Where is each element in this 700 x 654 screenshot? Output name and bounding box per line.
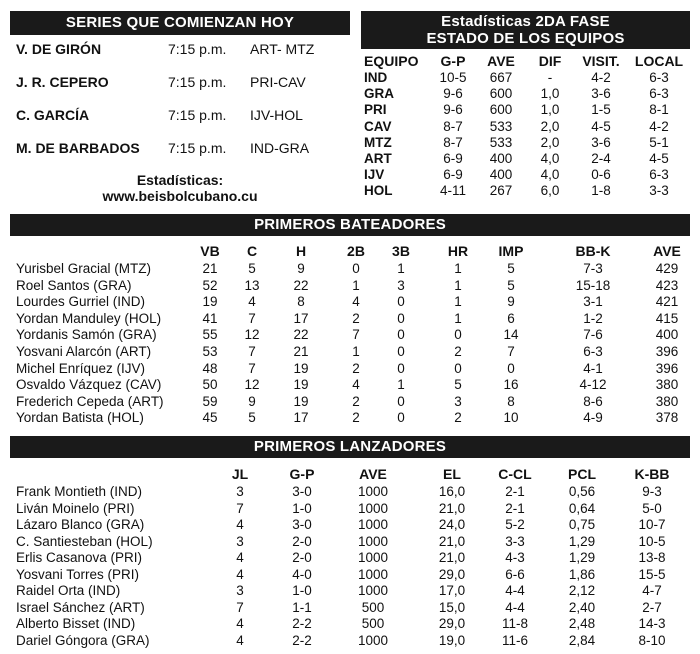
standings-cell: 6-3 (649, 86, 669, 102)
standings-cell: 3-6 (591, 134, 611, 150)
series-venue: V. DE GIRÓN (16, 41, 102, 57)
pitcher-stat: 3-3 (505, 533, 525, 549)
batter-stat: 7 (352, 327, 360, 343)
pitcher-stat: 500 (361, 599, 385, 615)
batter-stat: 8 (507, 393, 515, 409)
pitcher-stat: 5-2 (505, 517, 525, 532)
pitcher-name: Yosvani Torres (PRI) (16, 566, 140, 582)
standings-cell: 267 (489, 183, 513, 199)
pitcher-stat: 6-6 (505, 566, 525, 582)
standings-cell: 1,0 (540, 86, 560, 102)
pitcher-stat: 0,56 (568, 484, 596, 499)
standings-col-header: G-P (440, 53, 466, 69)
standings-col-header: DIF (538, 53, 562, 69)
pitcher-stat: 1-0 (292, 500, 312, 516)
standings-cell: 8-1 (649, 102, 669, 118)
pitchers-col-header: PCL (568, 466, 596, 482)
batter-stat: 1 (352, 277, 360, 293)
pitchers-col-header: EL (443, 466, 461, 482)
pitcher-stat: 3-0 (292, 484, 312, 499)
batter-stat: 1-2 (583, 310, 603, 326)
series-teams: ART- MTZ (250, 41, 315, 57)
pitcher-stat: 11-6 (501, 632, 529, 648)
pitcher-stat: 15-5 (638, 566, 666, 582)
standings-cell: 3-3 (649, 183, 669, 199)
pitcher-stat: 29,0 (438, 616, 466, 631)
batter-stat: 21 (293, 344, 309, 359)
pitcher-stat: 29,0 (438, 566, 466, 582)
batters-col-header: BB-K (575, 243, 611, 259)
pitcher-stat: 1000 (357, 632, 389, 648)
standings-team: GRA (364, 86, 394, 102)
pitcher-stat: 3 (236, 484, 244, 499)
pitcher-stat: 1000 (357, 517, 389, 532)
batter-name: Roel Santos (GRA) (16, 277, 132, 293)
standings-cell: 2,0 (540, 134, 560, 150)
batter-stat: 396 (655, 360, 679, 376)
pitcher-stat: 9-3 (642, 484, 662, 499)
batter-stat: 7 (248, 360, 256, 376)
pitchers-col-header: JL (231, 466, 249, 482)
batter-stat: 19 (293, 377, 309, 393)
batters-col-header: AVE (653, 243, 681, 259)
pitcher-stat: 8-10 (638, 632, 666, 648)
series-teams: IJV-HOL (250, 107, 303, 123)
pitcher-stat: 4 (236, 550, 244, 565)
standings-team: CAV (364, 118, 392, 134)
batter-stat: 380 (655, 393, 679, 409)
series-teams: IND-GRA (250, 140, 310, 156)
standings-cell: 5-1 (649, 134, 669, 150)
standings-cell: 3-6 (591, 86, 611, 102)
batter-stat: 4-9 (583, 410, 603, 426)
pitcher-stat: 17,0 (438, 583, 466, 598)
pitcher-stat: 5-0 (642, 500, 662, 516)
batter-stat: 5 (248, 410, 256, 426)
batter-name: Yordan Batista (HOL) (16, 410, 144, 426)
batter-stat: 19 (202, 294, 218, 310)
pitcher-stat: 1-0 (292, 583, 312, 598)
standings-cell: 6-9 (443, 151, 463, 166)
pitcher-stat: 11-8 (501, 616, 529, 631)
batter-stat: 5 (507, 277, 515, 293)
standings-cell: 4-2 (649, 118, 669, 134)
batter-stat: 378 (655, 410, 679, 426)
batter-stat: 13 (244, 277, 260, 293)
pitcher-stat: 10-7 (638, 517, 666, 532)
pitcher-stat: 19,0 (438, 632, 466, 648)
pitcher-stat: 21,0 (438, 500, 466, 516)
batter-stat: 4-12 (579, 377, 607, 393)
batter-stat: 17 (293, 410, 309, 426)
batter-name: Yosvani Alarcón (ART) (16, 344, 152, 359)
series-time: 7:15 p.m. (168, 74, 227, 90)
standings-col-header: AVE (487, 53, 515, 69)
pitcher-name: Erlis Casanova (PRI) (16, 550, 143, 565)
batter-stat: 6 (507, 310, 515, 326)
batter-name: Yordan Manduley (HOL) (16, 310, 162, 326)
batter-stat: 4 (248, 294, 256, 310)
batter-stat: 1 (397, 377, 405, 393)
pitcher-stat: 1,29 (568, 550, 596, 565)
standings-cell: 9-6 (443, 86, 463, 102)
batter-stat: 421 (655, 294, 679, 310)
standings-team: IJV (364, 167, 385, 183)
batter-stat: 396 (655, 344, 679, 359)
batters-col-header: VB (200, 243, 220, 259)
pitcher-name: Israel Sánchez (ART) (16, 599, 145, 615)
standings-cell: 1-8 (591, 183, 611, 199)
pitcher-stat: 4 (236, 632, 244, 648)
series-venue: M. DE BARBADOS (16, 140, 140, 156)
pitcher-name: C. Santiesteban (HOL) (16, 533, 153, 549)
standings-title-line1: Estadísticas 2DA FASE (441, 13, 610, 30)
pitcher-stat: 21,0 (438, 533, 466, 549)
batter-stat: 9 (248, 393, 256, 409)
pitcher-name: Lázaro Blanco (GRA) (16, 517, 145, 532)
standings-cell: 2-4 (591, 151, 611, 166)
batter-stat: 1 (454, 277, 462, 293)
pitchers-col-header: G-P (289, 466, 315, 482)
standings-cell: 600 (489, 102, 513, 118)
pitcher-stat: 2-2 (292, 616, 312, 631)
standings-cell: 9-6 (443, 102, 463, 118)
pitcher-stat: 0,64 (568, 500, 596, 516)
standings-cell: 8-7 (443, 134, 463, 150)
batter-stat: 3 (454, 393, 462, 409)
batter-stat: 53 (202, 344, 218, 359)
standings-cell: 4-2 (591, 70, 611, 85)
pitcher-stat: 7 (236, 599, 244, 615)
batter-stat: 6-3 (583, 344, 603, 359)
standings-col-header: VISIT. (582, 53, 620, 69)
batter-stat: 8 (297, 294, 305, 310)
pitcher-stat: 24,0 (438, 517, 466, 532)
batter-stat: 1 (352, 344, 360, 359)
batter-stat: 0 (397, 393, 405, 409)
pitcher-stat: 4-4 (505, 583, 525, 598)
pitcher-name: Liván Moinelo (PRI) (16, 500, 135, 516)
pitcher-stat: 2,48 (568, 616, 596, 631)
batter-stat: 22 (293, 277, 309, 293)
standings-cell: 4,0 (540, 151, 560, 166)
standings-cell: 1,0 (540, 102, 560, 118)
standings-cell: 1-5 (591, 102, 611, 118)
batter-stat: 4 (352, 377, 360, 393)
batter-stat: 14 (503, 327, 519, 343)
batter-stat: 4 (352, 294, 360, 310)
pitcher-stat: 3 (236, 533, 244, 549)
standings-cell: 2,0 (540, 118, 560, 134)
batter-stat: 0 (352, 261, 360, 276)
batter-stat: 400 (655, 327, 679, 343)
batter-stat: 16 (503, 377, 519, 393)
batter-stat: 45 (202, 410, 218, 426)
batter-stat: 0 (507, 360, 515, 376)
batter-stat: 7-3 (583, 261, 603, 276)
batter-name: Yurisbel Gracial (MTZ) (16, 261, 152, 276)
batter-stat: 22 (293, 327, 309, 343)
standings-cell: 4-5 (591, 118, 611, 134)
standings-team: IND (364, 70, 388, 85)
pitchers-col-header: C-CL (498, 466, 532, 482)
batter-stat: 7 (507, 344, 515, 359)
pitcher-stat: 4-4 (505, 599, 525, 615)
batter-stat: 2 (454, 410, 462, 426)
series-time: 7:15 p.m. (168, 107, 227, 123)
batter-stat: 9 (507, 294, 515, 310)
pitcher-name: Dariel Góngora (GRA) (16, 632, 150, 648)
series-teams: PRI-CAV (250, 74, 306, 90)
batter-stat: 41 (202, 310, 218, 326)
pitcher-stat: 1000 (357, 484, 389, 499)
batter-stat: 0 (397, 344, 405, 359)
standings-cell: 6-9 (443, 167, 463, 183)
batter-stat: 2 (352, 360, 360, 376)
standings-cell: 4,0 (540, 167, 560, 183)
batter-stat: 12 (244, 327, 260, 343)
batter-stat: 19 (293, 360, 309, 376)
batter-stat: 423 (655, 277, 679, 293)
pitcher-stat: 0,75 (568, 517, 596, 532)
standings-header (361, 11, 690, 49)
pitcher-stat: 2-0 (292, 533, 312, 549)
pitcher-stat: 1000 (357, 533, 389, 549)
pitcher-stat: 4 (236, 616, 244, 631)
batter-stat: 0 (454, 327, 462, 343)
batter-stat: 2 (352, 310, 360, 326)
standings-cell: 6-3 (649, 70, 669, 85)
batter-stat: 12 (244, 377, 260, 393)
batter-stat: 5 (507, 261, 515, 276)
pitcher-stat: 4-0 (292, 566, 312, 582)
batter-stat: 0 (397, 310, 405, 326)
batter-name: Yordanis Samón (GRA) (16, 327, 157, 343)
batter-stat: 7-6 (583, 327, 603, 343)
pitcher-stat: 1000 (357, 500, 389, 516)
batter-stat: 2 (454, 344, 462, 359)
batter-stat: 52 (202, 277, 218, 293)
pitcher-stat: 2,12 (568, 583, 596, 598)
batter-stat: 59 (202, 393, 218, 409)
pitcher-stat: 1000 (357, 550, 389, 565)
batters-col-header: IMP (498, 243, 524, 259)
pitcher-stat: 14-3 (638, 616, 666, 631)
pitcher-stat: 21,0 (438, 550, 466, 565)
series-venue: C. GARCÍA (16, 107, 90, 123)
pitcher-stat: 2-7 (642, 599, 662, 615)
pitcher-stat: 4-3 (505, 550, 525, 565)
pitcher-stat: 1,29 (568, 533, 596, 549)
pitcher-stat: 3-0 (292, 517, 312, 532)
standings-team: ART (364, 151, 392, 166)
standings-cell: 600 (489, 86, 513, 102)
pitcher-stat: 1000 (357, 566, 389, 582)
standings-team: PRI (364, 102, 387, 118)
batter-stat: 10 (503, 410, 519, 426)
batter-stat: 5 (454, 377, 462, 393)
pitcher-stat: 7 (236, 500, 244, 516)
pitchers-col-header: K-BB (634, 466, 670, 482)
batter-stat: 0 (397, 410, 405, 426)
batter-stat: 1 (454, 261, 462, 276)
standings-cell: 667 (489, 70, 513, 85)
batters-col-header: 2B (347, 243, 365, 259)
pitcher-stat: 10-5 (638, 533, 666, 549)
standings-cell: 10-5 (439, 70, 467, 85)
series-time: 7:15 p.m. (168, 140, 227, 156)
pitcher-stat: 1000 (357, 583, 389, 598)
series-venue: J. R. CEPERO (16, 74, 109, 90)
pitcher-name: Alberto Bisset (IND) (16, 616, 136, 631)
stats-label: Estadísticas: (136, 172, 224, 188)
batter-stat: 0 (454, 360, 462, 376)
pitchers-header: PRIMEROS LANZADORES (10, 436, 690, 458)
batters-header: PRIMEROS BATEADORES (10, 214, 690, 236)
pitcher-stat: 2-1 (505, 484, 525, 499)
stats-site: www.beisbolcubano.cu (102, 188, 258, 204)
standings-col-header: LOCAL (634, 53, 684, 69)
standings-cell: 4-11 (439, 183, 467, 199)
batter-stat: 1 (397, 261, 405, 276)
pitcher-stat: 2,40 (568, 599, 596, 615)
batter-stat: 7 (248, 344, 256, 359)
batter-stat: 7 (248, 310, 256, 326)
batter-stat: 8-6 (583, 393, 603, 409)
batter-stat: 0 (397, 360, 405, 376)
pitcher-stat: 13-8 (638, 550, 666, 565)
batter-stat: 1 (454, 310, 462, 326)
standings-team: HOL (364, 183, 393, 199)
batter-stat: 21 (202, 261, 218, 276)
series-time: 7:15 p.m. (168, 41, 227, 57)
batter-stat: 2 (352, 410, 360, 426)
standings-cell: - (547, 70, 553, 85)
standings-col-header: EQUIPO (364, 53, 419, 69)
batter-stat: 3-1 (583, 294, 603, 310)
batter-stat: 15-18 (575, 277, 611, 293)
pitcher-stat: 3 (236, 583, 244, 598)
batter-stat: 19 (293, 393, 309, 409)
pitcher-stat: 1,86 (568, 566, 596, 582)
batter-name: Lourdes Gurriel (IND) (16, 294, 146, 310)
batter-stat: 17 (293, 310, 309, 326)
pitcher-stat: 2-2 (292, 632, 312, 648)
pitcher-name: Raidel Orta (IND) (16, 583, 121, 598)
pitchers-col-header: AVE (359, 466, 387, 482)
pitcher-stat: 1-1 (292, 599, 312, 615)
batter-stat: 2 (352, 393, 360, 409)
batters-col-header: H (295, 243, 307, 259)
standings-team: MTZ (364, 134, 392, 150)
batters-col-header: C (246, 243, 258, 259)
pitcher-stat: 2-1 (505, 500, 525, 516)
standings-cell: 6,0 (540, 183, 560, 199)
batter-name: Frederich Cepeda (ART) (16, 393, 164, 409)
standings-cell: 533 (489, 134, 513, 150)
standings-title-line2: ESTADO DE LOS EQUIPOS (426, 30, 625, 47)
pitcher-stat: 4 (236, 517, 244, 532)
pitcher-stat: 16,0 (438, 484, 466, 499)
pitcher-stat: 4 (236, 566, 244, 582)
standings-cell: 6-3 (649, 167, 669, 183)
batter-stat: 1 (454, 294, 462, 310)
batter-stat: 429 (655, 261, 679, 276)
batter-stat: 0 (397, 327, 405, 343)
pitcher-stat: 2-0 (292, 550, 312, 565)
batter-stat: 415 (655, 310, 679, 326)
pitcher-stat: 4-7 (642, 583, 662, 598)
batters-col-header: 3B (392, 243, 410, 259)
standings-cell: 8-7 (443, 118, 463, 134)
batter-stat: 4-1 (583, 360, 603, 376)
batter-stat: 48 (202, 360, 218, 376)
batter-stat: 5 (248, 261, 256, 276)
batter-stat: 0 (397, 294, 405, 310)
batter-stat: 380 (655, 377, 679, 393)
series-header: SERIES QUE COMIENZAN HOY (10, 11, 350, 35)
batters-col-header: HR (447, 243, 469, 259)
standings-cell: 0-6 (591, 167, 611, 183)
standings-cell: 400 (489, 167, 513, 183)
batter-stat: 55 (202, 327, 218, 343)
pitcher-stat: 500 (361, 616, 385, 631)
standings-cell: 4-5 (649, 151, 669, 166)
batter-stat: 3 (397, 277, 405, 293)
pitcher-stat: 2,84 (568, 632, 596, 648)
standings-cell: 533 (489, 118, 513, 134)
batter-name: Michel Enríquez (IJV) (16, 360, 146, 376)
batter-name: Osvaldo Vázquez (CAV) (16, 377, 162, 393)
standings-cell: 400 (489, 151, 513, 166)
pitcher-stat: 15,0 (438, 599, 466, 615)
pitcher-name: Frank Montieth (IND) (16, 484, 143, 499)
batter-stat: 50 (202, 377, 218, 393)
batter-stat: 9 (297, 261, 305, 276)
